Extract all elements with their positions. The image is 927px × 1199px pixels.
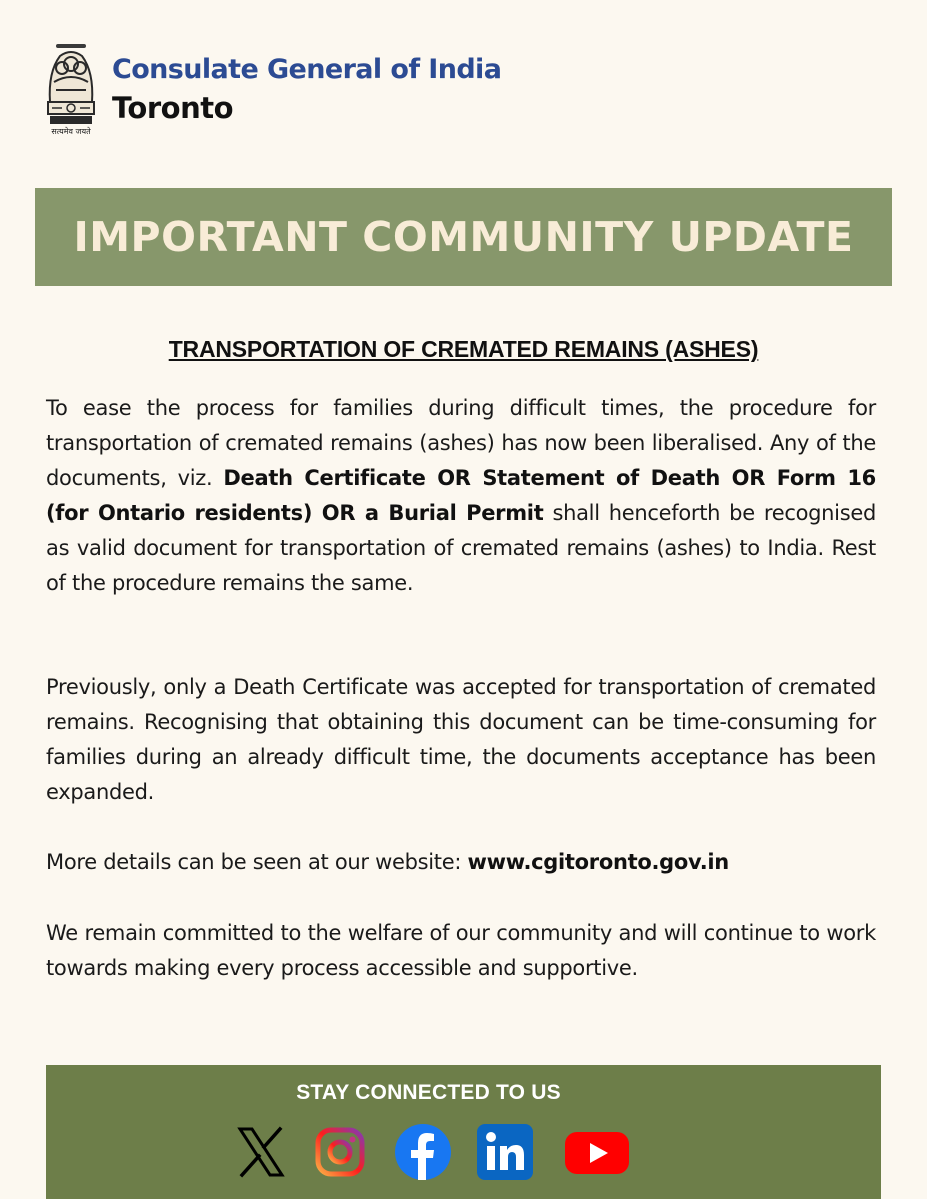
p1-intro-text: To ease the process for families during difficult times, the procedure for transportation of cremated remains (ashes) has now been liberalised. Any of the documents, viz. bbox=[46, 396, 876, 490]
website-label: More details can be seen at our website: bbox=[46, 850, 468, 874]
footer-social-bar bbox=[46, 1065, 881, 1199]
title-banner bbox=[35, 188, 892, 286]
paragraph-website bbox=[46, 845, 876, 880]
footer-title: STAY CONNECTED TO US bbox=[296, 1081, 561, 1104]
emblem-motto: सत्यमेव जयते bbox=[51, 127, 91, 136]
p1-accepted-documents: Death Certificate OR Statement of Death OR Form 16 (for Ontario residents) OR a Burial Permit bbox=[46, 466, 876, 525]
instagram-icon[interactable] bbox=[311, 1123, 369, 1181]
paragraph-liberalised-procedure bbox=[46, 391, 876, 601]
paragraph-previous-procedure: Previously, only a Death Certificate was accepted for transportation of cremated remains. Recognising that obtaining this document can be time-consuming for families during an already difficult time, the documents acceptance has been expanded. bbox=[46, 675, 876, 804]
p1-closing-text: shall henceforth be recognised as valid document for transportation of cremated remains (ashes) to India. Rest of the procedure remains the same. bbox=[46, 501, 876, 595]
youtube-icon[interactable] bbox=[562, 1123, 632, 1181]
banner-title: IMPORTANT COMMUNITY UPDATE bbox=[73, 213, 854, 261]
header bbox=[40, 34, 640, 144]
linkedin-icon[interactable] bbox=[476, 1123, 534, 1181]
website-link[interactable]: www.cgitoronto.gov.in bbox=[467, 850, 729, 874]
organization-city: Toronto bbox=[112, 91, 234, 125]
organization-name: Consulate General of India bbox=[112, 54, 502, 85]
facebook-icon[interactable] bbox=[394, 1123, 452, 1181]
x-icon[interactable] bbox=[232, 1123, 290, 1181]
notice-subject: TRANSPORTATION OF CREMATED REMAINS (ASHES) bbox=[168, 336, 759, 362]
paragraph-commitment: We remain committed to the welfare of our community and will continue to work towards making every process accessible and supportive. bbox=[46, 921, 876, 980]
